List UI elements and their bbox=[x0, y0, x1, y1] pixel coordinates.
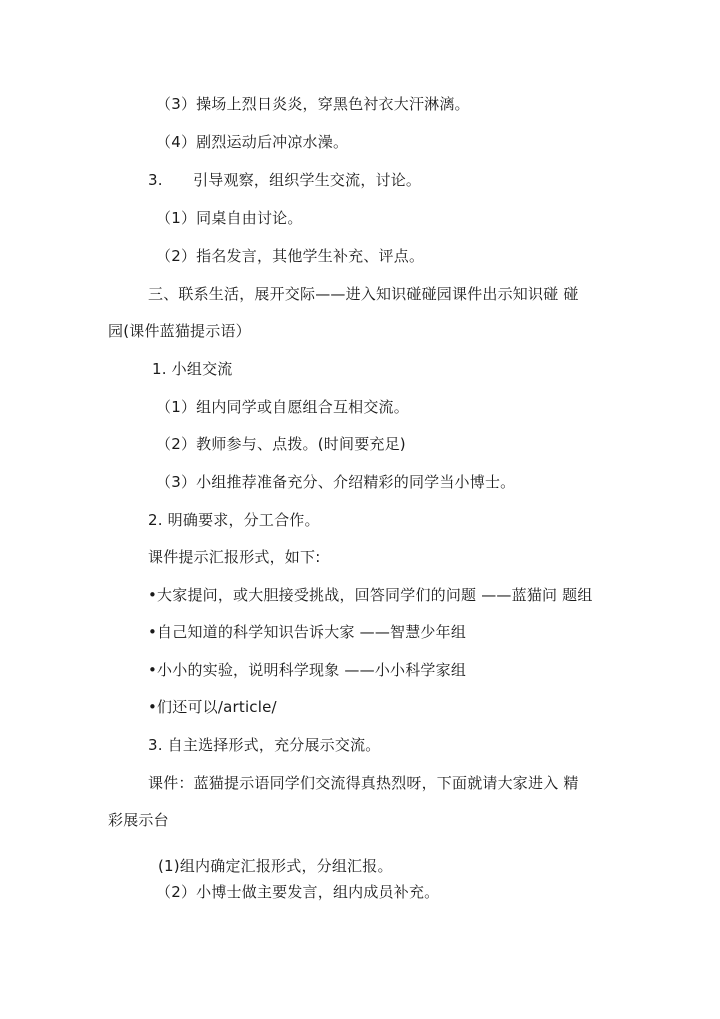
text-line-9: （1）组内同学或自愿组合互相交流。 bbox=[156, 398, 409, 416]
text-line-22: （2）小博士做主要发言，组内成员补充。 bbox=[156, 883, 440, 901]
text-line-2: （4）剧烈运动后冲凉水澡。 bbox=[156, 133, 349, 151]
text-line-8: 1. 小组交流 bbox=[152, 360, 233, 378]
text-line-1: （3）操场上烈日炎炎，穿黑色衬衣大汗淋漓。 bbox=[156, 95, 470, 113]
text-line-12: 2. 明确要求，分工合作。 bbox=[148, 511, 320, 529]
text-line-21: (1)组内确定汇报形式，分组汇报。 bbox=[158, 857, 393, 875]
text-line-3: 3. 引导观察，组织学生交流，讨论。 bbox=[148, 171, 422, 189]
text-line-16: •小小的实验，说明科学现象 ——小小科学家组 bbox=[148, 661, 467, 679]
text-line-19: 课件：蓝猫提示语同学们交流得真热烈呀，下面就请大家进入 精 bbox=[148, 774, 579, 792]
text-line-7: 园(课件蓝猫提示语） bbox=[108, 322, 251, 340]
text-line-20: 彩展示台 bbox=[108, 811, 169, 829]
text-line-6: 三、联系生活，展开交际——进入知识碰碰园课件出示知识碰 碰 bbox=[148, 285, 579, 303]
text-line-18: 3. 自主选择形式，充分展示交流。 bbox=[148, 736, 381, 754]
text-line-4: （1）同桌自由讨论。 bbox=[156, 209, 303, 227]
text-line-11: （3）小组推荐准备充分、介绍精彩的同学当小博士。 bbox=[156, 473, 516, 491]
text-line-14: •大家提问，或大胆接受挑战，回答同学们的问题 ——蓝猫问 题组 bbox=[148, 586, 593, 604]
text-line-15: •自己知道的科学知识告诉大家 ——智慧少年组 bbox=[148, 623, 467, 641]
text-line-13: 课件提示汇报形式，如下: bbox=[148, 548, 321, 566]
text-line-10: （2）教师参与、点拨。(时间要充足) bbox=[156, 435, 406, 453]
text-line-17: •们还可以/article/ bbox=[148, 698, 277, 716]
text-line-5: （2）指名发言，其他学生补充、评点。 bbox=[156, 247, 425, 265]
